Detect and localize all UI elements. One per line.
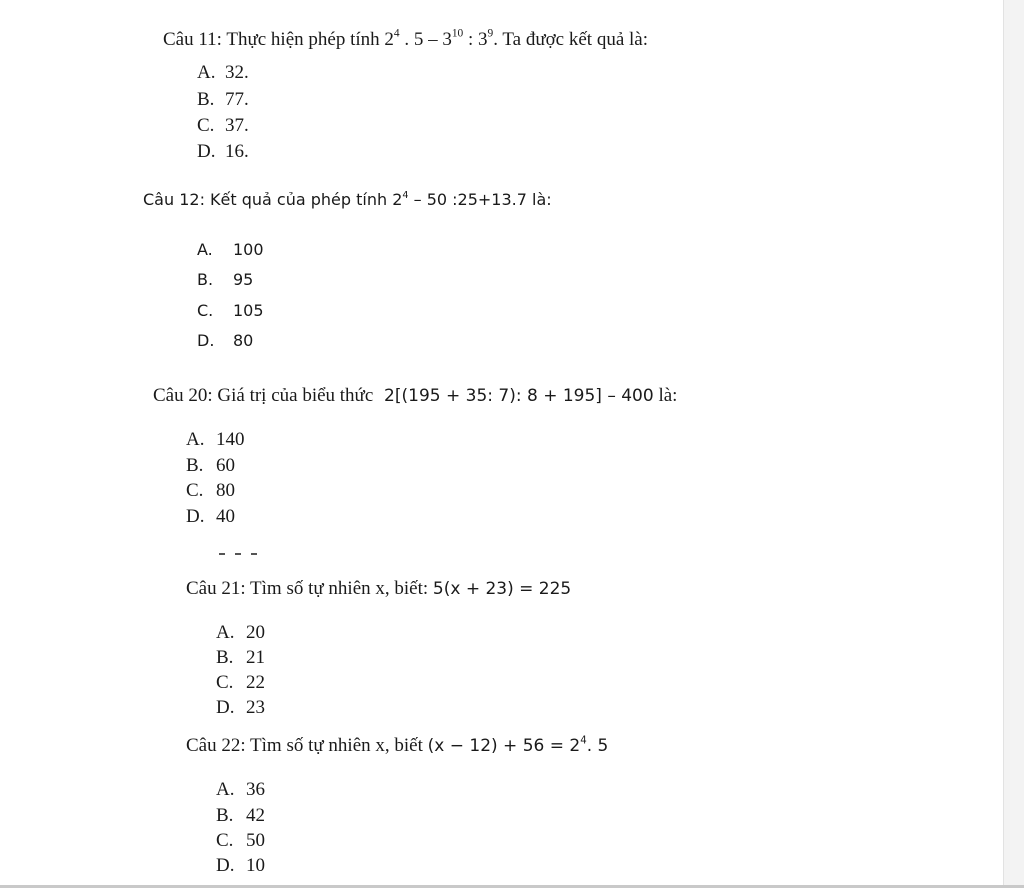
option-letter: A. <box>197 240 213 259</box>
cropped-text-fragment <box>219 553 271 556</box>
q11-exp-3: 9 <box>487 27 494 40</box>
q22-expr-exp: 4 <box>580 735 587 747</box>
option-letter: A. <box>216 779 235 800</box>
option-text: 80 <box>216 480 235 501</box>
question-22-lead: Câu 22: Tìm số tự nhiên x, biết <box>186 735 428 756</box>
option-text: 22 <box>246 672 265 693</box>
q12-exp-1: 4 <box>402 189 409 201</box>
question-11-lead: Câu 11: Thực hiện phép tính <box>163 29 385 50</box>
option-letter: C. <box>186 480 204 501</box>
option-text: 36 <box>246 779 265 800</box>
option-text: 60 <box>216 455 235 476</box>
q20-option-d[interactable] <box>186 506 235 528</box>
option-letter: B. <box>197 270 214 289</box>
option-letter: A. <box>197 62 216 83</box>
option-letter: D. <box>186 506 205 527</box>
q12-option-d[interactable] <box>197 331 253 350</box>
q11-exp-2: 10 <box>451 27 464 40</box>
option-text: 10 <box>246 855 265 876</box>
option-letter: B. <box>197 89 215 110</box>
question-20 <box>153 385 677 407</box>
q21-option-d[interactable] <box>216 697 265 719</box>
option-text: 23 <box>246 697 265 718</box>
option-text: 95 <box>233 270 254 289</box>
question-22 <box>186 735 608 757</box>
question-22-expression <box>428 736 609 756</box>
option-text: 50 <box>246 830 265 851</box>
q22-option-a[interactable] <box>216 779 265 801</box>
q11-base-3: 3 <box>478 29 488 50</box>
q11-mid-2: : <box>463 29 479 50</box>
question-12-lead: Câu 12: Kết quả của phép tính <box>143 190 393 209</box>
q20-option-b[interactable] <box>186 455 235 477</box>
question-12 <box>143 190 552 209</box>
question-21-lead: Câu 21: Tìm số tự nhiên x, biết: <box>186 578 433 599</box>
q11-mid-1: . 5 – <box>399 29 443 50</box>
option-text: 80 <box>233 331 254 350</box>
option-text: 42 <box>246 805 265 826</box>
option-text: 77. <box>225 89 249 110</box>
q11-base-1: 2 <box>384 29 394 50</box>
q21-option-a[interactable] <box>216 622 265 644</box>
option-text: 40 <box>216 506 235 527</box>
option-letter: C. <box>216 672 234 693</box>
option-text: 37. <box>225 115 249 136</box>
q12-option-a[interactable] <box>197 240 264 259</box>
q20-option-a[interactable] <box>186 429 245 451</box>
question-20-tail: là: <box>653 385 678 406</box>
vertical-scrollbar[interactable] <box>1003 0 1024 888</box>
question-20-expression: 2[(195 + 35: 7): 8 + 195] – 400 <box>384 386 654 406</box>
q11-option-c[interactable] <box>197 115 249 137</box>
option-letter: C. <box>197 301 214 320</box>
option-text: 32. <box>225 62 249 83</box>
q22-option-d[interactable] <box>216 855 265 877</box>
option-letter: D. <box>216 697 235 718</box>
option-letter: C. <box>216 830 234 851</box>
q11-base-2: 3 <box>442 29 452 50</box>
option-letter: B. <box>216 805 234 826</box>
q11-option-b[interactable] <box>197 89 249 111</box>
q12-option-c[interactable] <box>197 301 264 320</box>
q21-option-b[interactable] <box>216 647 265 669</box>
question-12-tail: – 50 :25+13.7 là: <box>408 190 552 209</box>
question-20-lead: Câu 20: Giá trị của biểu thức <box>153 385 379 406</box>
question-21 <box>186 578 571 600</box>
q22-expr-tail: . 5 <box>586 736 609 756</box>
option-letter: B. <box>186 455 204 476</box>
option-text: 100 <box>233 240 264 259</box>
q22-option-b[interactable] <box>216 805 265 827</box>
q12-option-b[interactable] <box>197 270 253 289</box>
option-text: 21 <box>246 647 265 668</box>
question-21-expression: 5(x + 23) = 225 <box>432 579 572 599</box>
option-text: 140 <box>216 429 245 450</box>
option-text: 16. <box>225 141 249 162</box>
q22-expr-main: (x − 12) + 56 = 2 <box>427 736 581 756</box>
q21-option-c[interactable] <box>216 672 265 694</box>
option-letter: C. <box>197 115 215 136</box>
question-11 <box>163 29 648 51</box>
option-text: 20 <box>246 622 265 643</box>
option-letter: D. <box>197 141 216 162</box>
option-letter: B. <box>216 647 234 668</box>
option-letter: D. <box>216 855 235 876</box>
q22-option-c[interactable] <box>216 830 265 852</box>
option-letter: A. <box>216 622 235 643</box>
option-letter: D. <box>197 331 215 350</box>
question-11-tail: . Ta được kết quả là: <box>493 29 649 50</box>
option-text: 105 <box>233 301 264 320</box>
option-letter: A. <box>186 429 205 450</box>
q12-base-1: 2 <box>392 190 403 209</box>
q20-option-c[interactable] <box>186 480 235 502</box>
q11-option-d[interactable] <box>197 141 249 163</box>
q11-option-a[interactable] <box>197 62 249 84</box>
q11-exp-1: 4 <box>393 27 400 40</box>
